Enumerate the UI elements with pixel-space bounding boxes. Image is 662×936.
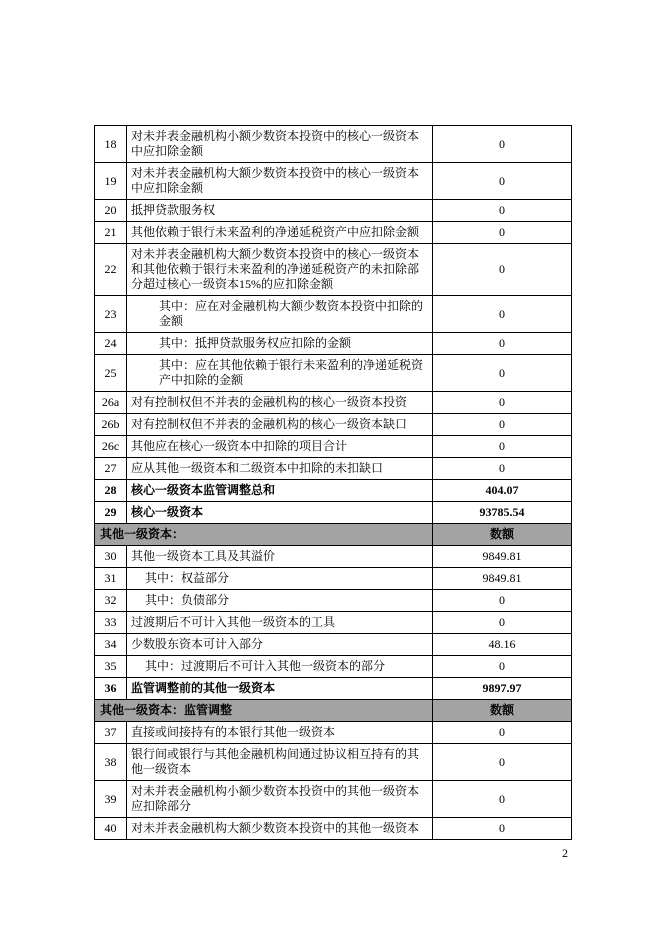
row-description: 少数股东资本可计入部分: [127, 634, 433, 656]
table-row: [95, 546, 572, 568]
row-number: 36: [95, 678, 127, 700]
row-description: 对有控制权但不并表的金融机构的核心一级资本缺口: [127, 414, 433, 436]
table-row: [95, 392, 572, 414]
row-number: 26a: [95, 392, 127, 414]
row-number: 22: [95, 244, 127, 296]
row-description: 对未并表金融机构小额少数资本投资中的其他一级资本应扣除部分: [127, 781, 433, 818]
row-description: 过渡期后不可计入其他一级资本的工具: [127, 612, 433, 634]
row-value: 0: [433, 656, 572, 678]
row-description: 其中：应在对金融机构大额少数资本投资中扣除的金额: [127, 296, 433, 333]
row-value: 0: [433, 355, 572, 392]
page-number: 2: [562, 846, 568, 860]
row-description: 核心一级资本: [127, 502, 433, 524]
row-value: 0: [433, 222, 572, 244]
section-header-row: [95, 524, 572, 546]
table-row: [95, 722, 572, 744]
row-description: 应从其他一级资本和二级资本中扣除的未扣缺口: [127, 458, 433, 480]
row-number: 19: [95, 163, 127, 200]
capital-disclosure-table: [94, 125, 572, 840]
table-row: [95, 414, 572, 436]
table-row: [95, 781, 572, 818]
row-number: 21: [95, 222, 127, 244]
row-number: 37: [95, 722, 127, 744]
section-value-header: 数额: [433, 524, 572, 546]
row-value: 0: [433, 722, 572, 744]
row-value: 404.07: [433, 480, 572, 502]
row-number: 32: [95, 590, 127, 612]
row-value: 0: [433, 200, 572, 222]
row-value: 0: [433, 590, 572, 612]
table-row: [95, 200, 572, 222]
row-description: 对未并表金融机构大额少数资本投资中的核心一级资本和其他依赖于银行未来盈利的净递延税资产的未扣除部分超过核心一级资本15%的应扣除金额: [127, 244, 433, 296]
table-row: [95, 480, 572, 502]
row-value: 0: [433, 458, 572, 480]
table-row: [95, 163, 572, 200]
row-description: 核心一级资本监管调整总和: [127, 480, 433, 502]
row-value: 9849.81: [433, 568, 572, 590]
row-number: 28: [95, 480, 127, 502]
row-description: 其中：抵押贷款服务权应扣除的金额: [127, 333, 433, 355]
row-number: 33: [95, 612, 127, 634]
row-description: 对未并表金融机构小额少数资本投资中的核心一级资本中应扣除金额: [127, 126, 433, 163]
table-row: [95, 333, 572, 355]
row-number: 35: [95, 656, 127, 678]
row-description: 监管调整前的其他一级资本: [127, 678, 433, 700]
table-row: [95, 458, 572, 480]
row-number: 27: [95, 458, 127, 480]
row-description: 其中：权益部分: [127, 568, 433, 590]
row-description: 其他一级资本工具及其溢价: [127, 546, 433, 568]
row-number: 40: [95, 818, 127, 840]
row-value: 0: [433, 126, 572, 163]
row-value: 9897.97: [433, 678, 572, 700]
row-value: 48.16: [433, 634, 572, 656]
row-value: 9849.81: [433, 546, 572, 568]
table-row: [95, 126, 572, 163]
row-value: 93785.54: [433, 502, 572, 524]
row-description: 对未并表金融机构大额少数资本投资中的其他一级资本: [127, 818, 433, 840]
table-row: [95, 502, 572, 524]
row-value: 0: [433, 296, 572, 333]
table-row: [95, 590, 572, 612]
row-description: 其他应在核心一级资本中扣除的项目合计: [127, 436, 433, 458]
row-number: 26c: [95, 436, 127, 458]
row-value: 0: [433, 392, 572, 414]
row-value: 0: [433, 818, 572, 840]
row-number: 18: [95, 126, 127, 163]
table-row: [95, 568, 572, 590]
row-number: 34: [95, 634, 127, 656]
row-number: 31: [95, 568, 127, 590]
table-row: [95, 222, 572, 244]
table-row: [95, 634, 572, 656]
section-header-row: [95, 700, 572, 722]
row-value: 0: [433, 781, 572, 818]
row-description: 对有控制权但不并表的金融机构的核心一级资本投资: [127, 392, 433, 414]
row-description: 对未并表金融机构大额少数资本投资中的核心一级资本中应扣除金额: [127, 163, 433, 200]
table-row: [95, 244, 572, 296]
row-value: 0: [433, 414, 572, 436]
table-row: [95, 612, 572, 634]
row-number: 26b: [95, 414, 127, 436]
table-row: [95, 656, 572, 678]
table-row: [95, 744, 572, 781]
row-value: 0: [433, 244, 572, 296]
table-row: [95, 818, 572, 840]
row-description: 抵押贷款服务权: [127, 200, 433, 222]
row-number: 38: [95, 744, 127, 781]
capital-table-body: [95, 126, 572, 840]
row-number: 24: [95, 333, 127, 355]
row-description: 直接或间接持有的本银行其他一级资本: [127, 722, 433, 744]
row-number: 39: [95, 781, 127, 818]
table-row: [95, 355, 572, 392]
row-value: 0: [433, 612, 572, 634]
section-label: 其他一级资本：: [95, 524, 433, 546]
row-description: 其中：负债部分: [127, 590, 433, 612]
row-number: 20: [95, 200, 127, 222]
row-number: 29: [95, 502, 127, 524]
row-value: 0: [433, 744, 572, 781]
row-number: 23: [95, 296, 127, 333]
row-description: 其中：应在其他依赖于银行未来盈利的净递延税资产中扣除的金额: [127, 355, 433, 392]
section-label: 其他一级资本：监管调整: [95, 700, 433, 722]
row-value: 0: [433, 333, 572, 355]
table-row: [95, 296, 572, 333]
row-value: 0: [433, 436, 572, 458]
row-description: 其中：过渡期后不可计入其他一级资本的部分: [127, 656, 433, 678]
table-row: [95, 678, 572, 700]
row-value: 0: [433, 163, 572, 200]
row-description: 其他依赖于银行未来盈利的净递延税资产中应扣除金额: [127, 222, 433, 244]
row-number: 25: [95, 355, 127, 392]
section-value-header: 数额: [433, 700, 572, 722]
table-row: [95, 436, 572, 458]
row-description: 银行间或银行与其他金融机构间通过协议相互持有的其他一级资本: [127, 744, 433, 781]
row-number: 30: [95, 546, 127, 568]
